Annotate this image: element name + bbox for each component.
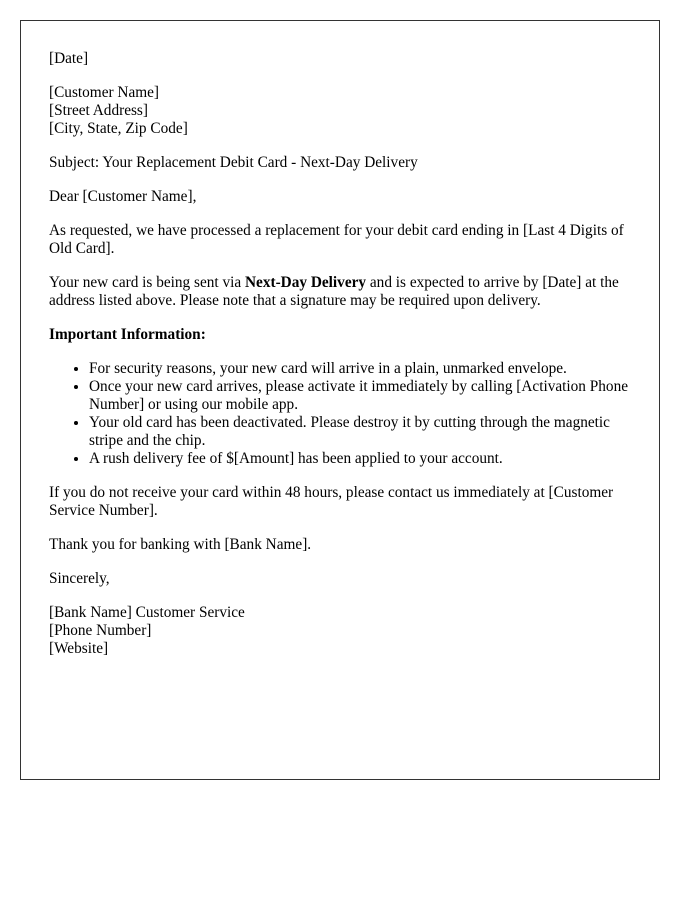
recipient-address — [49, 84, 631, 138]
letter-page — [20, 20, 660, 780]
paragraph-replacement: As requested, we have processed a replacement for your debit card ending in [Last 4 Digits of Old Card]. — [49, 222, 624, 257]
letter-subject: Subject: Your Replacement Debit Card - Next-Day Delivery — [49, 154, 418, 171]
list-item: • A rush delivery fee of $[Amount] has been applied to your account. — [89, 450, 631, 468]
delivery-text-after: and is expected to arrive by [Date] at the address listed above. Please note that a signature may be required upon delivery. — [49, 274, 619, 309]
letter-salutation: Dear [Customer Name], — [49, 188, 197, 205]
important-heading: Important Information: — [49, 326, 206, 343]
recipient-street: [Street Address] — [49, 102, 148, 119]
signature-line-phone: [Phone Number] — [49, 622, 152, 639]
paragraph-thanks: Thank you for banking with [Bank Name]. — [49, 536, 312, 553]
list-item: • For security reasons, your new card will arrive in a plain, unmarked envelope. — [89, 360, 631, 378]
signature-line-website: [Website] — [49, 640, 109, 657]
list-item: • Once your new card arrives, please activate it immediately by calling [Activation Phone Number] or using our mobile app. — [89, 378, 631, 414]
signature-line-bank: [Bank Name] Customer Service — [49, 604, 245, 621]
list-item: • Your old card has been deactivated. Please destroy it by cutting through the magnetic stripe and the chip. — [89, 414, 631, 450]
recipient-city-state-zip: [City, State, Zip Code] — [49, 120, 188, 137]
signature-block — [49, 604, 631, 658]
paragraph-delivery — [49, 274, 631, 310]
delivery-method: Next-Day Delivery — [245, 274, 367, 291]
letter-closing: Sincerely, — [49, 570, 110, 587]
delivery-text-before: Your new card is being sent via — [49, 274, 245, 291]
important-list — [49, 360, 631, 468]
paragraph-contact: If you do not receive your card within 48 hours, please contact us immediately at [Customer Service Number]. — [49, 484, 614, 519]
letter-date: [Date] — [49, 50, 89, 67]
recipient-name: [Customer Name] — [49, 84, 160, 101]
